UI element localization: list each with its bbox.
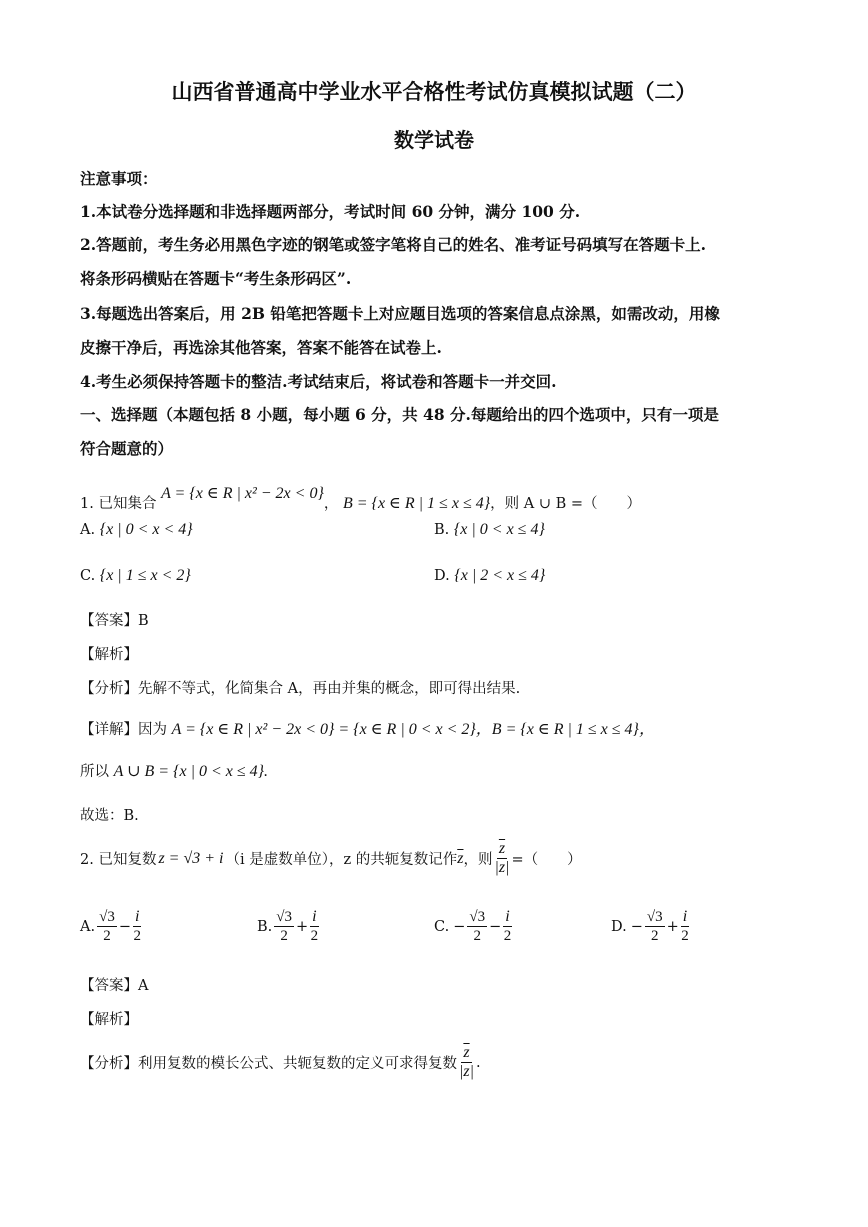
- xiangjie-math: A = {x ∈ R | x² − 2x < 0} = {x ∈ R | 0 < x < 2}，B = {x ∈ R | 1 ≤ x ≤ 4}，: [171, 721, 655, 738]
- minus-sign: −: [118, 918, 131, 935]
- q2-stem-prefix: 2. 已知复数: [80, 852, 157, 868]
- fraction-numerator: √3: [469, 909, 486, 925]
- fraction-denominator: 2: [681, 928, 689, 944]
- option-label: D.: [434, 568, 450, 584]
- option-label: C.: [434, 918, 450, 935]
- option-label: A.: [80, 522, 96, 538]
- fenxi-prefix: 【分析】利用复数的模长公式、共轭复数的定义可求得复数: [80, 1056, 457, 1072]
- q2-answer: 【答案】A: [80, 978, 149, 994]
- option-label: C.: [80, 568, 96, 584]
- fraction: [645, 908, 665, 945]
- fraction: [133, 908, 141, 945]
- q2-option-d: [611, 908, 691, 945]
- fraction-denominator: |z|: [459, 1063, 475, 1080]
- q2-option-a: [80, 908, 143, 945]
- q1-option-c: [80, 567, 191, 585]
- option-label: D.: [611, 918, 627, 935]
- section-heading-line1: 一、选择题（本题包括 8 小题，每小题 6 分，共 48 分.每题给出的四个选项中，只有一项是: [80, 405, 719, 424]
- q1-set-b: B = {x ∈ R | 1 ≤ x ≤ 4}: [342, 495, 491, 512]
- notice-item-2b: 将条形码横贴在答题卡“考生条形码区”.: [80, 269, 352, 288]
- fraction-numerator: √3: [99, 909, 115, 925]
- q2-stem-suffix: =（ ）: [511, 852, 582, 868]
- q1-analysis-heading: 【解析】: [80, 647, 138, 663]
- q1-set-a: A = {x ∈ R | x² − 2x < 0}: [161, 485, 324, 502]
- fraction-denominator: |z|: [494, 859, 510, 876]
- fraction: [467, 908, 487, 945]
- option-text: {x | 0 < x ≤ 4}: [453, 521, 545, 538]
- notice-item-3a: 3.每题选出答案后，用 2B 铅笔把答题卡上对应题目选项的答案信息点涂黑，如需改动，用橡: [80, 304, 720, 323]
- suoyi-prefix: 所以: [80, 764, 109, 780]
- fraction-numerator: i: [505, 908, 510, 925]
- q1-sep: ，: [323, 496, 339, 512]
- q2-stem-then: ，则: [463, 852, 493, 868]
- q2-z-conjugate: $\overline{z}$: [457, 849, 464, 867]
- q1-option-a: [80, 521, 193, 539]
- fraction-denominator: 2: [650, 928, 659, 944]
- fraction-denominator: 2: [103, 928, 111, 944]
- minus-sign: −: [453, 918, 466, 935]
- fraction-numerator: $\overline{z}$: [498, 840, 506, 857]
- q2-z-equation: z = √3 + i: [158, 849, 224, 867]
- option-text: {x | 0 < x < 4}: [99, 521, 193, 538]
- fraction-numerator: i: [134, 908, 140, 925]
- fraction: [274, 908, 294, 945]
- fraction-denominator: 2: [473, 928, 481, 944]
- q2-analysis-heading: 【解析】: [80, 1012, 138, 1028]
- q1-xiangjie: [80, 716, 655, 739]
- plus-sign: +: [666, 918, 679, 935]
- q2-fraction: [494, 840, 509, 877]
- q2-stem-mid: （i 是虚数单位），z 的共轭复数记作: [225, 852, 458, 868]
- notice-item-4: 4.考生必须保持答题卡的整洁.考试结束后，将试卷和答题卡一并交回.: [80, 372, 557, 391]
- question-1-stem: [80, 483, 641, 513]
- notice-item-1: 1.本试卷分选择题和非选择题两部分，考试时间 60 分钟，满分 100 分.: [80, 202, 581, 221]
- option-label: B.: [434, 522, 450, 538]
- xiangjie-prefix: 【详解】因为: [80, 722, 167, 738]
- fraction-denominator: 2: [310, 928, 319, 944]
- fraction-denominator: 2: [133, 928, 141, 944]
- option-text: {x | 1 ≤ x < 2}: [99, 567, 191, 584]
- suoyi-math: A ∪ B = {x | 0 < x ≤ 4}.: [113, 763, 269, 780]
- minus-sign: −: [630, 918, 643, 935]
- option-label: B.: [257, 918, 273, 935]
- q1-answer: 【答案】B: [80, 613, 149, 629]
- fraction: [310, 908, 318, 945]
- fraction: [503, 908, 511, 945]
- q2-fenxi-fraction: [459, 1044, 474, 1081]
- option-text: {x | 2 < x ≤ 4}: [454, 567, 546, 584]
- q1-choice: 故选：B.: [80, 808, 139, 824]
- q1-stem-prefix: 1. 已知集合: [80, 496, 157, 512]
- q2-option-b: [257, 908, 321, 945]
- q1-stem-suffix: ，则 A ∪ B =（ ）: [490, 496, 641, 512]
- section-heading-line2: 符合题意的）: [80, 439, 174, 458]
- fraction-denominator: 2: [280, 928, 288, 944]
- fraction-numerator: $\overline{z}$: [463, 1044, 470, 1061]
- notice-item-3b: 皮擦干净后，再选涂其他答案，答案不能答在试卷上.: [80, 338, 442, 357]
- fraction-numerator: i: [312, 908, 317, 925]
- fraction: [681, 908, 689, 945]
- page-subtitle: 数学试卷: [394, 128, 474, 152]
- page-title: 山西省普通高中学业水平合格性考试仿真模拟试题（二）: [171, 79, 697, 104]
- fraction-numerator: √3: [646, 909, 663, 925]
- fraction-numerator: √3: [276, 909, 292, 925]
- q1-option-d: [434, 567, 545, 585]
- fraction-numerator: i: [682, 908, 688, 925]
- notice-item-2a: 2.答题前，考生务必用黑色字迹的钢笔或签字笔将自己的姓名、准考证号码填写在答题卡上.: [80, 235, 707, 254]
- q1-fenxi: 【分析】先解不等式，化简集合 A，再由并集的概念，即可得出结果.: [80, 681, 521, 697]
- q2-option-c: [434, 908, 514, 945]
- plus-sign: +: [296, 918, 309, 935]
- q2-fenxi: [80, 1044, 481, 1081]
- fenxi-suffix: .: [476, 1054, 481, 1071]
- option-label: A.: [80, 918, 96, 935]
- fraction-denominator: 2: [503, 928, 512, 944]
- q1-option-b: [434, 521, 545, 539]
- question-2-stem: [80, 840, 582, 877]
- fraction: [97, 908, 117, 945]
- q1-conclusion: [80, 760, 268, 781]
- minus-sign: −: [489, 918, 502, 935]
- notice-heading: 注意事项：: [80, 169, 158, 188]
